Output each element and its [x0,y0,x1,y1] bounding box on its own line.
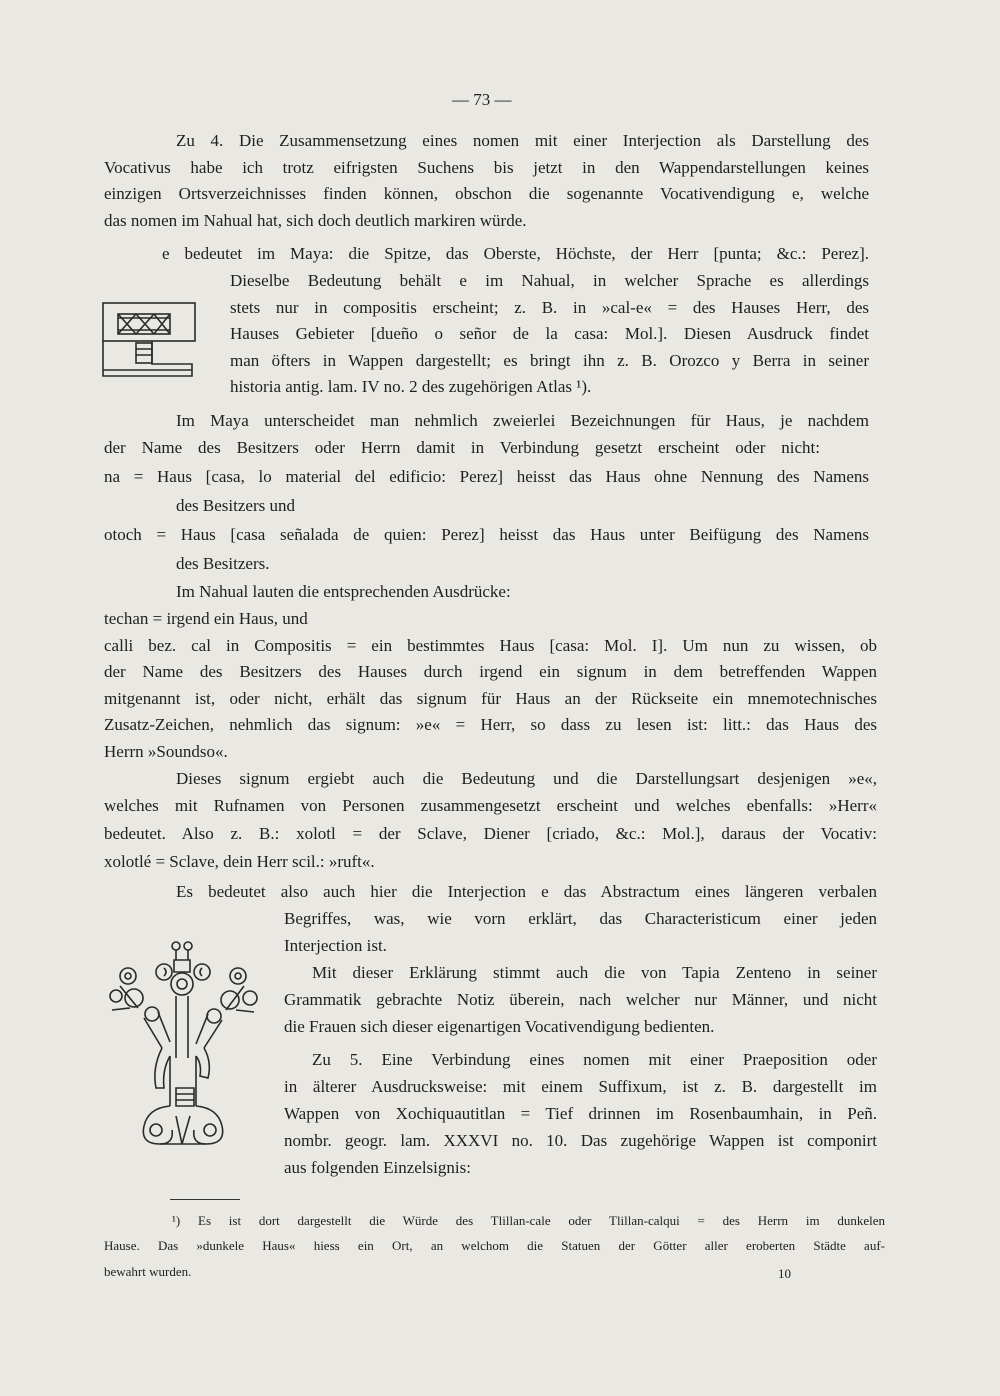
text-line: in älterer Ausdrucksweise: mit einem Suffixum, ist z. B. dargestellt im [284,1077,877,1096]
text-line: otoch = Haus [casa señalada de quien: Perez] heisst das Haus unter Beifügung des Namens [104,525,869,544]
text-line: der Name des Besitzers oder Herrn damit in Verbindung gesetzt erscheint oder nicht: [104,438,820,457]
text-line: aus folgenden Einzelsignis: [284,1158,471,1177]
text-line: bedeutet. Also z. B.: xolotl = der Sclave, Diener [criado, &c.: Mol.], daraus der Vocativ: [104,824,877,843]
text-line: Dieselbe Bedeutung behält e im Nahual, in welcher Sprache es allerdings [230,271,869,290]
text-line: xolotlé = Sclave, dein Herr scil.: »ruft«. [104,852,375,871]
text-line: calli bez. cal in Compositis = ein bestimmtes Haus [casa: Mol. I]. Um nun zu wissen, ob [104,636,877,655]
footnote-rule [170,1199,240,1200]
text-line: die Frauen sich dieser eigenartigen Vocativendigung bedienten. [284,1017,715,1036]
text-line: Zu 4. Die Zusammensetzung eines nomen mit einer Interjection als Darstellung des [176,131,869,150]
text-line: Zusatz-Zeichen, nehmlich das signum: »e« = Herr, so dass zu lesen ist: litt.: das Haus des [104,715,877,734]
text-line: mitgenannt ist, oder nicht, erhält das signum für Haus an der Rückseite ein mnemotechnisches [104,689,877,708]
text-line: Zu 5. Eine Verbindung eines nomen mit einer Praeposition oder [312,1050,877,1069]
text-line: Es bedeutet also auch hier die Interjection e das Abstractum eines längeren verbalen [176,882,877,901]
text-line: Wappen von Xochiquautitlan = Tief drinnen im Rosenbaumhain, in Peñ. [284,1104,877,1123]
text-line: Interjection ist. [284,936,387,955]
text-line: Begriffes, was, wie vorn erklärt, das Characteristicum einer jeden [284,909,877,928]
footnote-line: bewahrt wurden. [104,1264,192,1279]
text-line: Hauses Gebieter [dueño o señor de la casa: Mol.]. Diesen Ausdruck findet [230,324,869,343]
text-line: Im Nahual lauten die entsprechenden Ausdrücke: [176,582,511,601]
signature-mark: 10 [778,1266,791,1281]
rose-tree-glyph-figure [104,938,264,1158]
house-glyph-figure [100,300,200,384]
text-line: Grammatik gebrachte Notiz überein, nach welcher nur Männer, und nicht [284,990,877,1009]
text-line: e bedeutet im Maya: die Spitze, das Oberste, Höchste, der Herr [punta; &c.: Perez]. [162,244,869,263]
text-line: des Besitzers. [176,554,270,573]
text-line: man öfters in Wappen dargestellt; es bringt ihn z. B. Orozco y Berra in seiner [230,351,869,370]
text-line: einzigen Ortsverzeichnisses finden können, obschon die sogenannte Vocativendigung e, welche [104,184,869,203]
text-line: Dieses signum ergiebt auch die Bedeutung und die Darstellungsart desjenigen »e«, [176,769,877,788]
text-line: der Name des Besitzers des Hauses durch irgend ein signum in dem betreffenden Wappen [104,662,877,681]
text-line: Im Maya unterscheidet man nehmlich zweierlei Bezeichnungen für Haus, je nachdem [176,411,869,430]
footnote-line: Hause. Das »dunkele Haus« hiess ein Ort, an welchom die Statuen der Götter aller eroberten Städte auf- [104,1238,885,1253]
text-line: nombr. geogr. lam. XXXVI no. 10. Das zugehörige Wappen ist componirt [284,1131,877,1150]
footnote-line: ¹) Es ist dort dargestellt die Würde des Tlillan-cale oder Tlillan-calqui = des Herrn im dunkelen [172,1213,885,1228]
text-line: historia antig. lam. IV no. 2 des zugehörigen Atlas ¹). [230,377,592,396]
text-line: Mit dieser Erklärung stimmt auch die von Tapia Zenteno in seiner [312,963,877,982]
text-line: Herrn »Soundso«. [104,742,228,761]
text-line: techan = irgend ein Haus, und [104,609,308,628]
text-line: des Besitzers und [176,496,295,515]
text-line: welches mit Rufnamen von Personen zusammengesetzt erscheint und welches ebenfalls: »Herr« [104,796,877,815]
text-line: na = Haus [casa, lo material del edificio: Perez] heisst das Haus ohne Nennung des Namens [104,467,869,486]
page-number: — 73 — [452,90,512,109]
text-line: stets nur in compositis erscheint; z. B. in »cal-e« = des Hauses Herr, des [230,298,869,317]
text-line: Vocativus habe ich trotz eifrigsten Suchens bis jetzt in den Wappendarstellungen keines [104,158,869,177]
text-line: das nomen im Nahual hat, sich doch deutlich markiren würde. [104,211,527,230]
